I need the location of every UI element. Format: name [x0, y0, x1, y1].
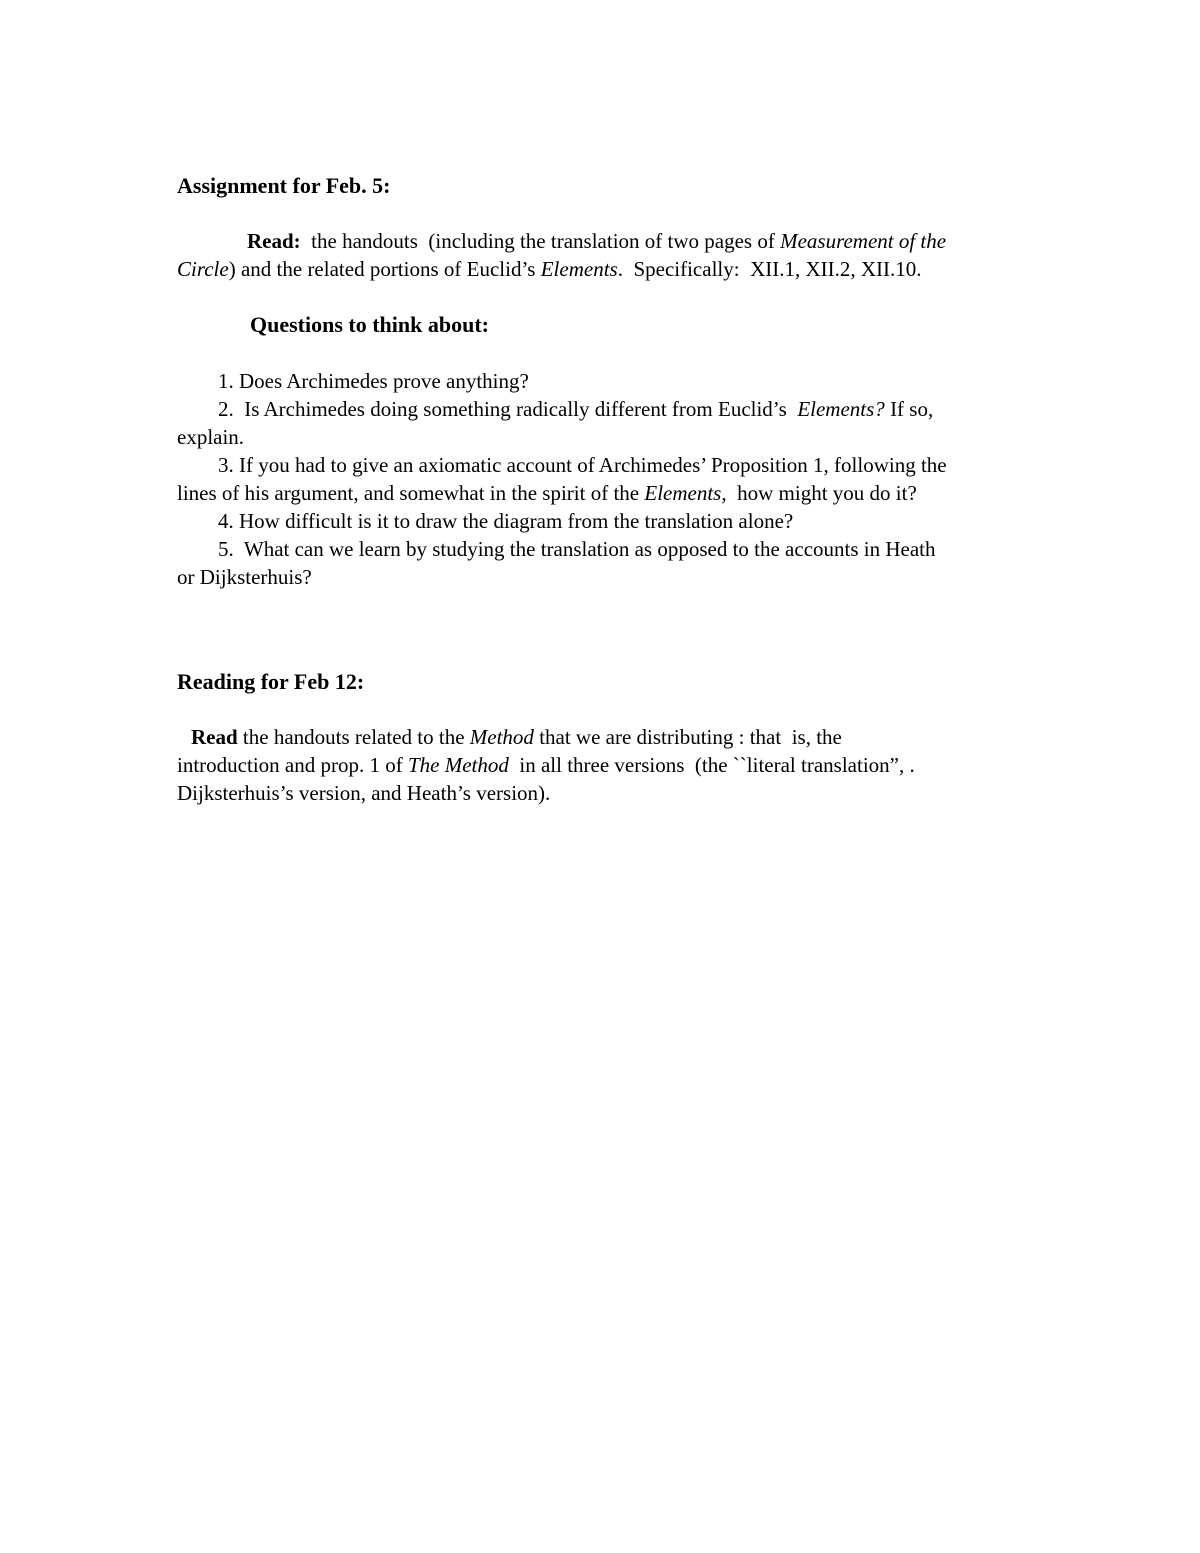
text-line: [177, 451, 1160, 479]
text-run: Elements,: [644, 481, 727, 505]
questions-heading: Questions to think about:: [250, 312, 490, 337]
text-run: Circle: [177, 257, 229, 281]
reading-heading: Reading for Feb 12:: [177, 669, 365, 694]
text-run: the handouts (including the translation of two pages of: [300, 229, 781, 253]
text-run: lines of his argument, and somewhat in the spirit of the: [177, 481, 645, 505]
text-line: [177, 395, 1160, 423]
text-line: [177, 367, 1160, 395]
text-line: [177, 507, 1160, 535]
text-run: Elements?: [797, 397, 885, 421]
text-run: 2. Is Archimedes doing something radically different from Euclid’s: [218, 397, 798, 421]
text-line: [177, 779, 1160, 807]
text-run: or Dijksterhuis?: [177, 565, 312, 589]
text-run: Dijksterhuis’s version, and Heath’s version).: [177, 781, 551, 805]
text-run: ) and the related portions of Euclid’s: [228, 257, 541, 281]
text-run: Measurement of the: [780, 229, 947, 253]
text-line: [177, 535, 1160, 563]
text-run: If so,: [884, 397, 934, 421]
text-run: Elements: [540, 257, 618, 281]
text-line: [177, 751, 1160, 779]
text-line: [177, 563, 1160, 591]
assignment-heading: Assignment for Feb. 5:: [177, 173, 391, 198]
reading-paragraph: [177, 723, 1160, 807]
text-run: how might you do it?: [726, 481, 917, 505]
text-run: . Specifically: XII.1, XII.2, XII.10.: [617, 257, 922, 281]
text-run: 5. What can we learn by studying the translation as opposed to the accounts in Heath: [218, 537, 936, 561]
questions-list: [177, 367, 1160, 591]
text-run: Read:: [247, 229, 301, 253]
text-run: Method: [469, 725, 534, 749]
text-line: [177, 723, 1160, 751]
text-line: [177, 255, 1160, 283]
text-run: explain.: [177, 425, 245, 449]
text-run: 1. Does Archimedes prove anything?: [218, 369, 529, 393]
text-run: 4. How difficult is it to draw the diagram from the translation alone?: [218, 509, 794, 533]
text-run: 3. If you had to give an axiomatic account of Archimedes’ Proposition 1, following the: [218, 453, 947, 477]
text-run: in all three versions (the ``literal translation”, .: [508, 753, 915, 777]
text-line: [177, 423, 1160, 451]
text-line: [177, 227, 1160, 255]
text-line: [177, 479, 1160, 507]
assignment-read-paragraph: [177, 227, 1160, 283]
text-run: introduction and prop. 1 of: [177, 753, 408, 777]
text-run: the handouts related to the: [237, 725, 470, 749]
text-run: Read: [191, 725, 238, 749]
text-run: that we are distributing : that is, the: [533, 725, 842, 749]
text-run: The Method: [407, 753, 509, 777]
